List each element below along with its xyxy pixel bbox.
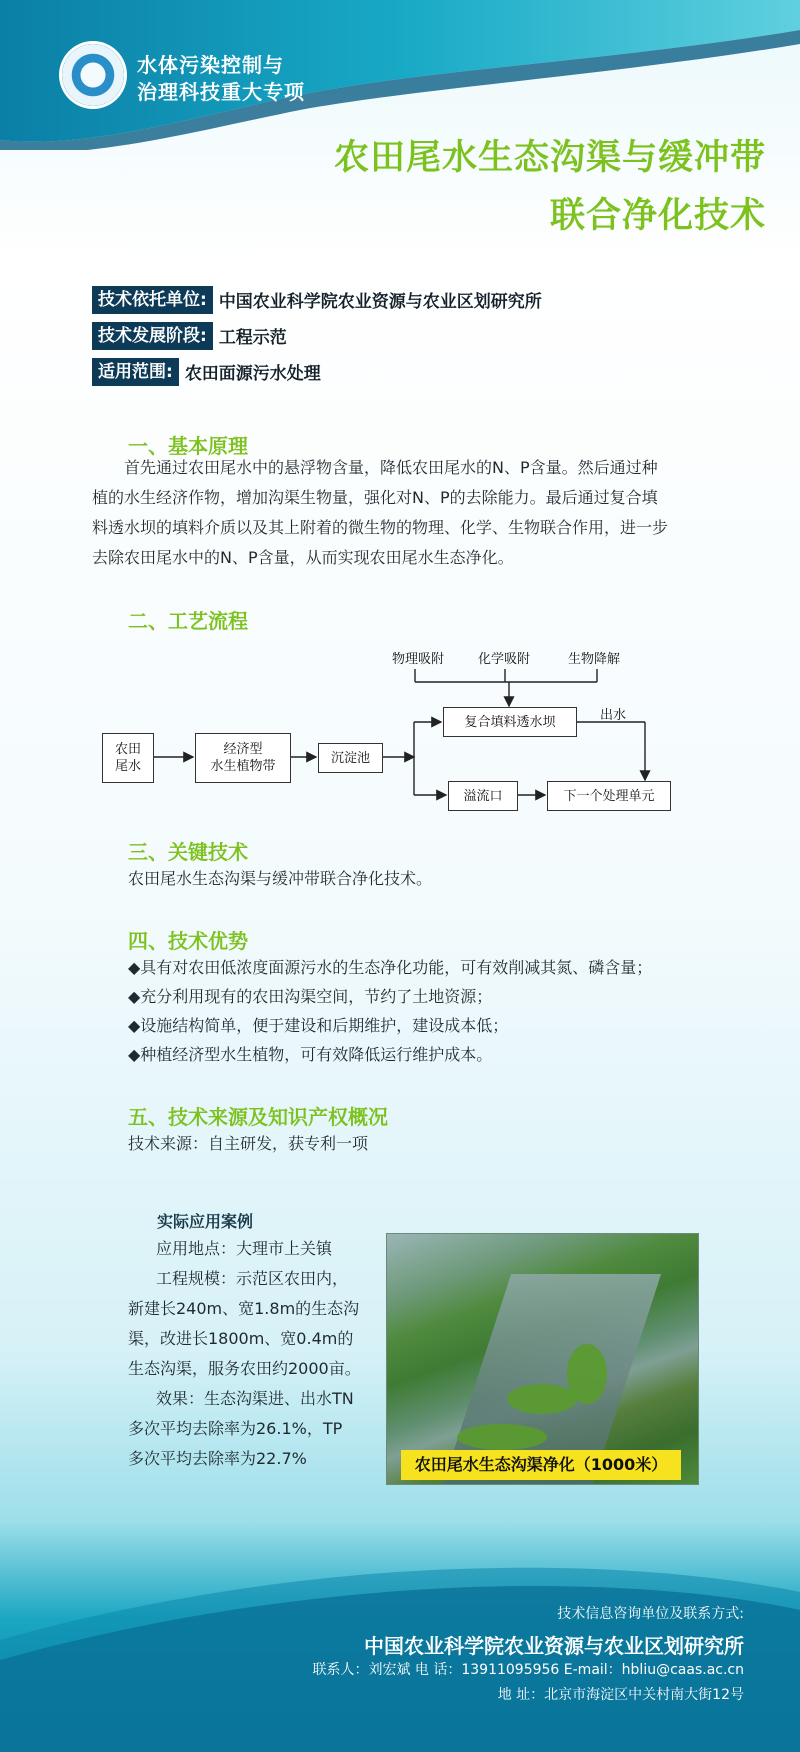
flow-label-outflow: 出水 xyxy=(600,708,627,723)
case-line: 新建长240m、宽1.8m的生态沟 xyxy=(128,1299,360,1318)
flow-node-settling-pond xyxy=(318,743,383,773)
section-source-text: 技术来源：自主研发，获专利一项 xyxy=(128,1134,369,1153)
section-principle-heading: 一、基本原理 xyxy=(128,434,248,458)
section-process-heading: 二、工艺流程 xyxy=(128,609,248,633)
flow-node-farm-runoff xyxy=(102,733,154,783)
flow-node-label: 下一个处理单元 xyxy=(563,788,655,804)
footer-institute: 中国农业科学院农业资源与农业区划研究所 xyxy=(364,1634,744,1658)
info-row-scope xyxy=(92,358,321,385)
principle-line: 植的水生经济作物，增加沟渠生物量，强化对N、P的去除能力。最后通过复合填 xyxy=(92,488,658,507)
case-title: 实际应用案例 xyxy=(157,1212,254,1231)
section-advantages-heading: 四、技术优势 xyxy=(128,929,248,953)
principle-line: 首先通过农田尾水中的悬浮物含量，降低农田尾水的N、P含量。然后通过种 xyxy=(124,458,658,477)
flow-node-label: 尾水 xyxy=(114,759,141,774)
footer-address: 地 址：北京市海淀区中关村南大街12号 xyxy=(497,1687,744,1703)
flow-label-chemical: 化学吸附 xyxy=(478,652,531,667)
case-line: 多次平均去除率为22.7% xyxy=(128,1449,307,1468)
case-description xyxy=(128,1234,378,1474)
footer-contact: 联系人：刘宏斌 电 话：13911095956 E-mail：hbliu@caas.ac.cn xyxy=(312,1662,744,1678)
flow-node-next-unit xyxy=(547,781,671,811)
flow-node-plant-belt xyxy=(195,733,291,783)
ditch-photo xyxy=(386,1233,699,1485)
flow-node-filter-dam xyxy=(443,707,577,737)
principle-line: 去除农田尾水中的N、P含量，从而实现农田尾水生态净化。 xyxy=(92,548,514,567)
info-row-organization xyxy=(92,286,542,313)
flow-node-label: 经济型 xyxy=(223,742,263,757)
section-source-heading: 五、技术来源及知识产权概况 xyxy=(128,1105,388,1129)
flow-label-biological: 生物降解 xyxy=(568,652,621,667)
case-line: 效果：生态沟渠进、出水TN xyxy=(156,1389,354,1408)
case-line: 应用地点：大理市上关镇 xyxy=(156,1239,333,1258)
page-title-line2: 联合净化技术 xyxy=(549,196,766,236)
info-label: 技术依托单位: xyxy=(92,286,213,314)
footer-contact-label: 技术信息咨询单位及联系方式: xyxy=(557,1606,744,1622)
info-value: 中国农业科学院农业资源与农业区划研究所 xyxy=(218,292,542,312)
process-flow-arrows xyxy=(0,640,800,820)
flow-node-label: 复合填料透水坝 xyxy=(464,714,556,730)
page-title-line1: 农田尾水生态沟渠与缓冲带 xyxy=(333,138,766,178)
section-key-tech-heading: 三、关键技术 xyxy=(128,840,248,864)
flow-label-physical: 物理吸附 xyxy=(392,652,445,667)
advantage-item: ◆设施结构简单，便于建设和后期维护，建设成本低； xyxy=(128,1016,509,1035)
case-line: 多次平均去除率为26.1%，TP xyxy=(128,1419,343,1438)
flow-node-label: 沉淀池 xyxy=(330,750,370,766)
section-key-tech-text: 农田尾水生态沟渠与缓冲带联合净化技术。 xyxy=(128,869,433,888)
flow-node-overflow xyxy=(448,781,518,811)
advantage-item: ◆充分利用现有的农田沟渠空间，节约了土地资源； xyxy=(128,987,493,1006)
photo-weed xyxy=(457,1424,547,1450)
program-name xyxy=(137,52,305,106)
section-principle-text xyxy=(92,453,712,573)
case-line: 工程规模：示范区农田内， xyxy=(156,1269,349,1288)
case-line: 生态沟渠，服务农田约2000亩。 xyxy=(128,1359,361,1378)
photo-weed xyxy=(567,1344,607,1404)
advantage-item: ◆具有对农田低浓度面源污水的生态净化功能，可有效削减其氮、磷含量； xyxy=(128,958,653,977)
flow-node-label: 农田 xyxy=(114,742,141,757)
photo-caption: 农田尾水生态沟渠净化（1000米） xyxy=(401,1450,681,1480)
photo-weed xyxy=(507,1384,577,1414)
project-logo xyxy=(62,44,124,106)
program-name-line1: 水体污染控制与 xyxy=(137,53,284,77)
principle-line: 料透水坝的填料介质以及其上附着的微生物的物理、化学、生物联合作用，进一步 xyxy=(92,518,669,537)
info-value: 农田面源污水处理 xyxy=(184,364,321,384)
flow-node-label: 溢流口 xyxy=(463,788,503,804)
advantage-item: ◆种植经济型水生植物，可有效降低运行维护成本。 xyxy=(128,1045,493,1064)
flow-node-label: 水生植物带 xyxy=(210,759,276,774)
program-name-line2: 治理科技重大专项 xyxy=(137,80,305,104)
info-label: 适用范围: xyxy=(92,358,179,386)
info-value: 工程示范 xyxy=(218,328,287,348)
case-line: 渠，改进长1800m、宽0.4m的 xyxy=(128,1329,354,1348)
info-row-stage xyxy=(92,322,287,349)
info-label: 技术发展阶段: xyxy=(92,322,213,350)
